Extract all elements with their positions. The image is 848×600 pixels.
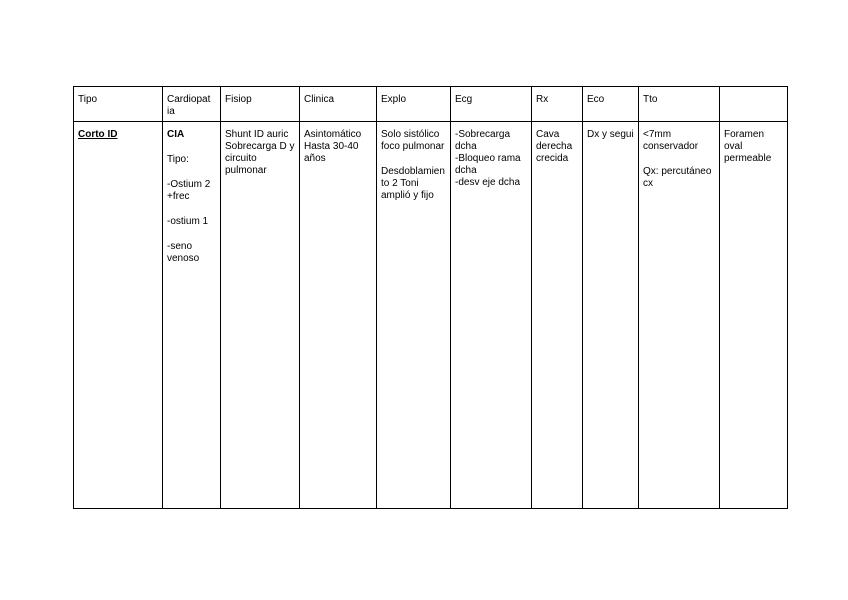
cell-explo	[377, 122, 451, 509]
header-ecg: Ecg	[451, 87, 532, 122]
clinica-line: Hasta 30-40 años	[304, 141, 359, 164]
cardiopathy-table	[73, 86, 788, 509]
header-tipo: Tipo	[74, 87, 163, 122]
cell-tto	[639, 122, 720, 509]
cell-clinica	[300, 122, 377, 509]
cardiopatia-tipo-label: Tipo:	[167, 154, 189, 165]
cardiopatia-title: CIA	[167, 129, 185, 140]
header-rx: Rx	[532, 87, 583, 122]
cell-cardiopatia	[163, 122, 221, 509]
explo-line: Desdoblamiento 2 Toni amplió y fijo	[381, 166, 445, 201]
cell-rx	[532, 122, 583, 509]
fisiop-line: Sobrecarga D y circuito pulmonar	[225, 141, 295, 176]
header-cardiopatia: Cardiopat ia	[163, 87, 221, 122]
header-fisiop: Fisiop	[221, 87, 300, 122]
cardiopatia-item: -ostium 1	[167, 216, 209, 227]
cell-eco	[583, 122, 639, 509]
tto-line: <7mm conservador	[643, 129, 699, 152]
cell-extra	[720, 122, 788, 509]
cell-ecg	[451, 122, 532, 509]
rx-value: Cava derecha crecida	[536, 129, 573, 164]
tipo-value: Corto ID	[78, 129, 118, 140]
explo-line: Solo sistólico foco pulmonar	[381, 129, 445, 152]
table-row	[74, 122, 788, 509]
ecg-line: -Bloqueo rama dcha	[455, 153, 521, 176]
header-clinica: Clinica	[300, 87, 377, 122]
fisiop-line: Shunt ID auric	[225, 129, 289, 140]
cardiopatia-item: -seno venoso	[167, 241, 200, 264]
cell-fisiop	[221, 122, 300, 509]
header-tto: Tto	[639, 87, 720, 122]
header-row	[74, 87, 788, 122]
ecg-line: -Sobrecarga dcha	[455, 129, 511, 152]
header-blank	[720, 87, 788, 122]
cardiopatia-item: -Ostium 2 +frec	[167, 179, 211, 202]
extra-value: Foramen oval permeable	[724, 129, 772, 164]
clinica-line: Asintomático	[304, 129, 362, 140]
eco-value: Dx y segui	[587, 129, 634, 140]
header-eco: Eco	[583, 87, 639, 122]
cell-tipo	[74, 122, 163, 509]
tto-line: Qx: percutáneo cx	[643, 166, 712, 189]
header-explo: Explo	[377, 87, 451, 122]
ecg-line: -desv eje dcha	[455, 177, 521, 188]
